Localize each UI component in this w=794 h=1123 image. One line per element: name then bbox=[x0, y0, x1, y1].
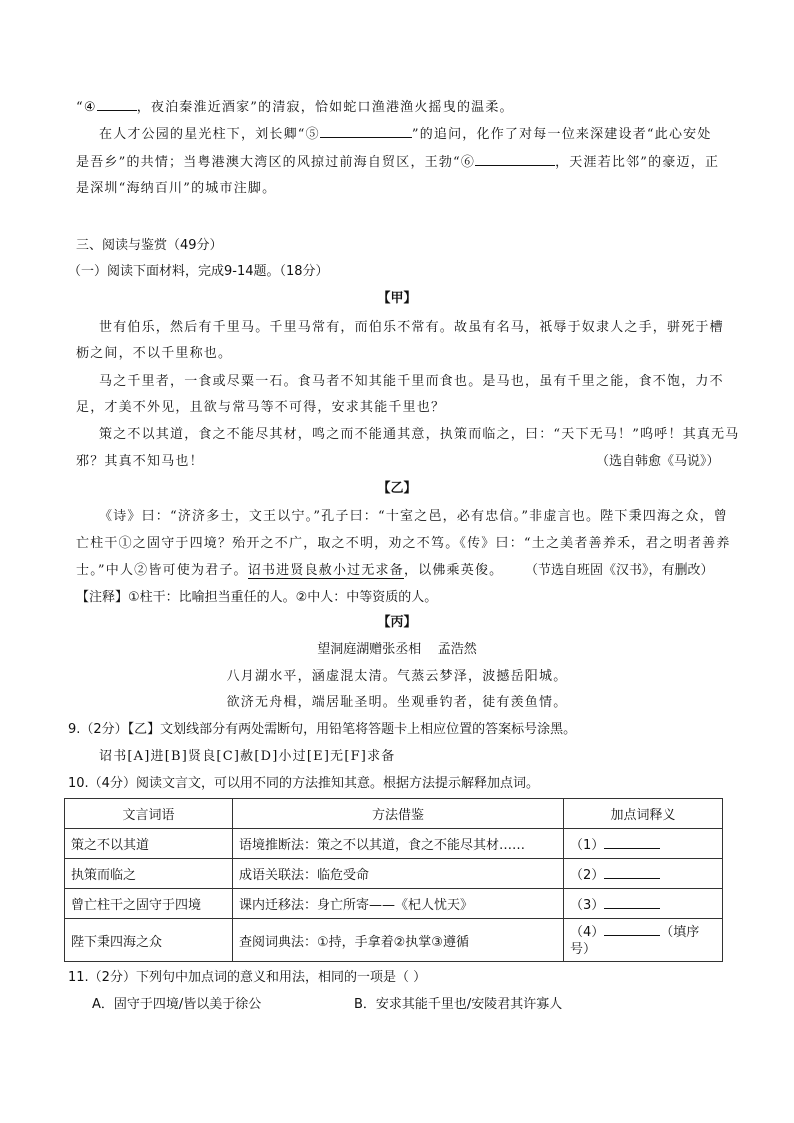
table-row bbox=[65, 859, 723, 889]
poem-title: 望洞庭湖赠张丞相 孟浩然 bbox=[317, 642, 477, 657]
answer-blank-5 bbox=[320, 125, 412, 138]
yi-line1: 《诗》曰：“济济多士，文王以宁。”孔子曰：“十室之邑，必有忠信。”非虚言也。陛下秉四海之众，曾 bbox=[99, 509, 728, 524]
table-header: 加点词释义 bbox=[564, 799, 723, 829]
table-cell: 课内迁移法：身亡所寄——《杞人忧天》 bbox=[233, 889, 564, 919]
passage-jia-heading: 【甲】 bbox=[377, 291, 417, 306]
subsection-title: （一）阅读下面材料，完成9-14题。（18分） bbox=[68, 264, 329, 279]
fill-line-2: 在人才公园的星光柱下，刘长卿“⑤ ”的追问，化作了对每一位来深建设者“此心安处 bbox=[99, 127, 712, 142]
yi-notes: 【注释】①柱干：比喻担当重任的人。②中人：中等资质的人。 bbox=[76, 590, 438, 605]
fill-line-3: 是吾乡”的共情；当粤港澳大湾区的风掠过前海自贸区，王勃“⑥ ，天涯若比邻”的豪迈，正 bbox=[76, 155, 720, 170]
answer-blank bbox=[604, 923, 660, 936]
table-row bbox=[65, 919, 723, 962]
question-9-stem: 9.（2分）【乙】文划线部分有两处需断句，用铅笔将答题卡上相应位置的答案标号涂黑。 bbox=[68, 722, 577, 737]
jia-para2-line1: 马之千里者，一食或尽粟一石。食马者不知其能千里而食也。是马也，虽有千里之能，食不饱，力不 bbox=[99, 374, 724, 389]
table-cell: 策之不以其道 bbox=[65, 829, 233, 859]
question-11-stem: 11.（2分）下列句中加点词的意义和用法，相同的一项是（ ） bbox=[68, 970, 427, 985]
answer-blank-6 bbox=[475, 153, 555, 166]
table-row bbox=[65, 829, 723, 859]
passage-bing-heading: 【丙】 bbox=[377, 615, 417, 630]
yi-source: （节选自班固《汉书》，有删改） bbox=[525, 563, 714, 578]
yi-line2: 亡柱干①之固守于四境？殆开之不广，取之不明，劝之不笃。《传》曰：“土之美者善养禾，君之明者善养 bbox=[76, 536, 731, 551]
answer-blank bbox=[604, 866, 660, 879]
question-10-table bbox=[64, 798, 723, 962]
section-title: 三、阅读与鉴赏（49分） bbox=[76, 238, 223, 253]
table-header: 方法借鉴 bbox=[233, 799, 564, 829]
passage-yi-heading: 【乙】 bbox=[377, 481, 417, 496]
jia-para1-line2: 枥之间，不以千里称也。 bbox=[76, 346, 233, 361]
answer-blank-4 bbox=[97, 98, 137, 111]
table-cell: （4） （填序号） bbox=[564, 919, 723, 962]
fill-line-1: “④ ，夜泊秦淮近酒家”的清寂，恰如蛇口渔港渔火摇曳的温柔。 bbox=[76, 100, 514, 115]
fill-line-4: 是深圳“海纳百川”的城市注脚。 bbox=[76, 181, 277, 196]
answer-blank bbox=[604, 836, 660, 849]
jia-para2-line2: 足，才美不外见，且欲与常马等不可得，安求其能千里也？ bbox=[76, 400, 446, 415]
table-cell: 陛下秉四海之众 bbox=[65, 919, 233, 962]
table-header-row bbox=[65, 799, 723, 829]
yi-line3: 士。”中人②皆可使为君子。诏书进贤良赦小过无求备，以佛乘英俊。 bbox=[76, 563, 504, 578]
table-cell: 语境推断法：策之不以其道，食之不能尽其材…… bbox=[233, 829, 564, 859]
table-cell: （2） bbox=[564, 859, 723, 889]
poem-line-2: 欲济无舟楫，端居耻圣明。坐观垂钓者，徒有羡鱼情。 bbox=[226, 695, 568, 710]
table-cell: 查阅词典法：①持，手拿着②执掌③遵循 bbox=[233, 919, 564, 962]
jia-source: （选自韩愈《马说》） bbox=[596, 454, 720, 469]
jia-para3-line1: 策之不以其道，食之不能尽其材，鸣之而不能通其意，执策而临之，曰：“天下无马！”呜呼！其真无马 bbox=[99, 427, 740, 442]
question-10-stem: 10.（4分）阅读文言文，可以用不同的方法推知其意。根据方法提示解释加点词。 bbox=[68, 776, 539, 791]
table-row bbox=[65, 889, 723, 919]
table-cell: （3） bbox=[564, 889, 723, 919]
table-cell: （1） bbox=[564, 829, 723, 859]
yi-underlined-phrase: 诏书进贤良赦小过无求备 bbox=[247, 563, 404, 578]
question-11-option-a: A．固守于四境/皆以美于徐公 bbox=[92, 997, 262, 1012]
table-header: 文言词语 bbox=[65, 799, 233, 829]
jia-para3-line2: 邪？其真不知马也！ bbox=[76, 454, 204, 469]
answer-blank bbox=[604, 896, 660, 909]
table-cell: 曾亡柱干之固守于四境 bbox=[65, 889, 233, 919]
table-cell: 执策而临之 bbox=[65, 859, 233, 889]
question-9-options: 诏书[A]进[B]贤良[C]赦[D]小过[E]无[F]求备 bbox=[99, 749, 396, 764]
poem-line-1: 八月湖水平，涵虚混太清。气蒸云梦泽，波撼岳阳城。 bbox=[226, 669, 568, 684]
question-11-option-b: B．安求其能千里也/安陵君其许寡人 bbox=[354, 997, 563, 1012]
jia-para1-line1: 世有伯乐，然后有千里马。千里马常有，而伯乐不常有。故虽有名马，祇辱于奴隶人之手，骈死于槽 bbox=[99, 320, 724, 335]
table-cell: 成语关联法：临危受命 bbox=[233, 859, 564, 889]
